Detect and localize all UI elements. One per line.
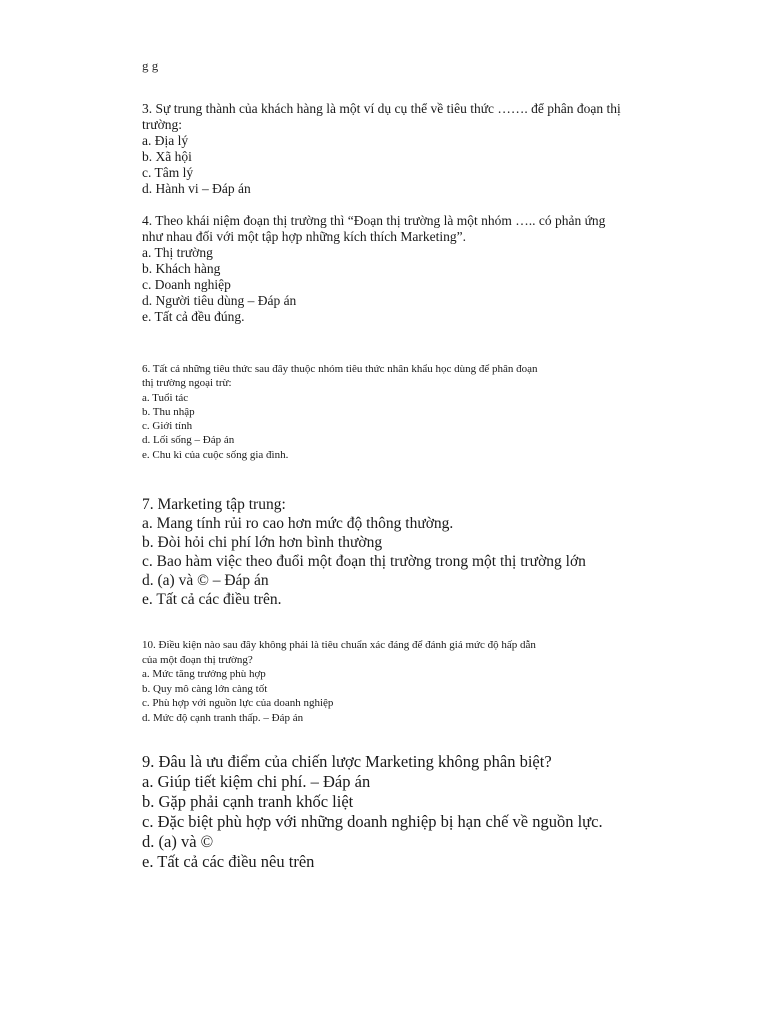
answer-option: d. Hành vi – Đáp án: [142, 181, 251, 196]
answer-option: b. Khách hàng: [142, 261, 221, 276]
answer-option: b. Thu nhập: [142, 405, 195, 418]
answer-option: e. Tất cả các điều trên.: [142, 591, 282, 608]
answer-option: d. Người tiêu dùng – Đáp án: [142, 293, 297, 308]
question-10: [142, 638, 536, 726]
answer-option: e. Chu kì của cuộc sống gia đình.: [142, 448, 289, 461]
answer-option: a. Mức tăng trưởng phù hợp: [142, 668, 266, 681]
answer-option: a. Tuổi tác: [142, 391, 189, 404]
answer-option: e. Tất cả đều đúng.: [142, 309, 245, 324]
answer-option: b. Gặp phải cạnh tranh khốc liệt: [142, 792, 354, 811]
question-text-line: như nhau đối với một tập hợp những kích thích Marketing”.: [142, 229, 466, 244]
answer-option: e. Tất cả các điều nêu trên: [142, 852, 315, 871]
cut-off-text: g g: [142, 62, 159, 73]
question-text-line: 6. Tất cả những tiêu thức sau đây thuộc nhóm tiêu thức nhân khẩu học dùng để phân đoạn: [142, 363, 538, 375]
cut-off-text-line: [142, 62, 282, 76]
answer-option: b. Xã hội: [142, 149, 192, 164]
question-text-line: 3. Sự trung thành của khách hàng là một ví dụ cụ thể về tiêu thức ……. để phân đoạn thị: [142, 101, 621, 116]
answer-option: c. Doanh nghiệp: [142, 277, 231, 292]
answer-option: d. (a) và ©: [142, 832, 214, 851]
question-4: [142, 213, 605, 325]
answer-option: a. Giúp tiết kiệm chi phí. – Đáp án: [142, 772, 371, 791]
question-9: [142, 752, 603, 872]
question-text-line: thị trường ngoại trừ:: [142, 377, 232, 390]
question-text-line: 10. Điều kiện nào sau đây không phải là tiêu chuẩn xác đáng để đánh giá mức độ hấp dẫn: [142, 639, 536, 651]
question-6: [142, 362, 538, 462]
answer-option: a. Mang tính rủi ro cao hơn mức độ thông thường.: [142, 515, 454, 532]
question-text-line: 7. Marketing tập trung:: [142, 496, 286, 513]
question-text-line: của một đoạn thị trường?: [142, 653, 253, 666]
question-text-line: 9. Đâu là ưu điểm của chiến lược Marketing không phân biệt?: [142, 752, 552, 771]
answer-option: c. Giới tính: [142, 420, 193, 433]
answer-option: c. Tâm lý: [142, 165, 194, 180]
answer-option: c. Phù hợp với nguồn lực của doanh nghiệp: [142, 697, 334, 710]
question-7: [142, 495, 586, 609]
answer-option: a. Thị trường: [142, 245, 213, 260]
answer-option: d. Mức độ cạnh tranh thấp. – Đáp án: [142, 711, 304, 724]
answer-option: a. Địa lý: [142, 133, 189, 148]
answer-option: b. Quy mô càng lớn càng tốt: [142, 682, 268, 695]
answer-option: c. Đặc biệt phù hợp với những doanh nghiệp bị hạn chế về nguồn lực.: [142, 812, 603, 831]
answer-option: b. Đòi hỏi chi phí lớn hơn bình thường: [142, 534, 383, 551]
question-text-line: 4. Theo khái niệm đoạn thị trường thì “Đoạn thị trường là một nhóm ….. có phản ứng: [142, 213, 606, 228]
answer-option: c. Bao hàm việc theo đuổi một đoạn thị trường trong một thị trường lớn: [142, 553, 586, 570]
answer-option: d. (a) và © – Đáp án: [142, 572, 269, 589]
question-3: [142, 101, 621, 197]
question-text-line: trường:: [142, 117, 182, 132]
answer-option: d. Lối sống – Đáp án: [142, 434, 235, 447]
